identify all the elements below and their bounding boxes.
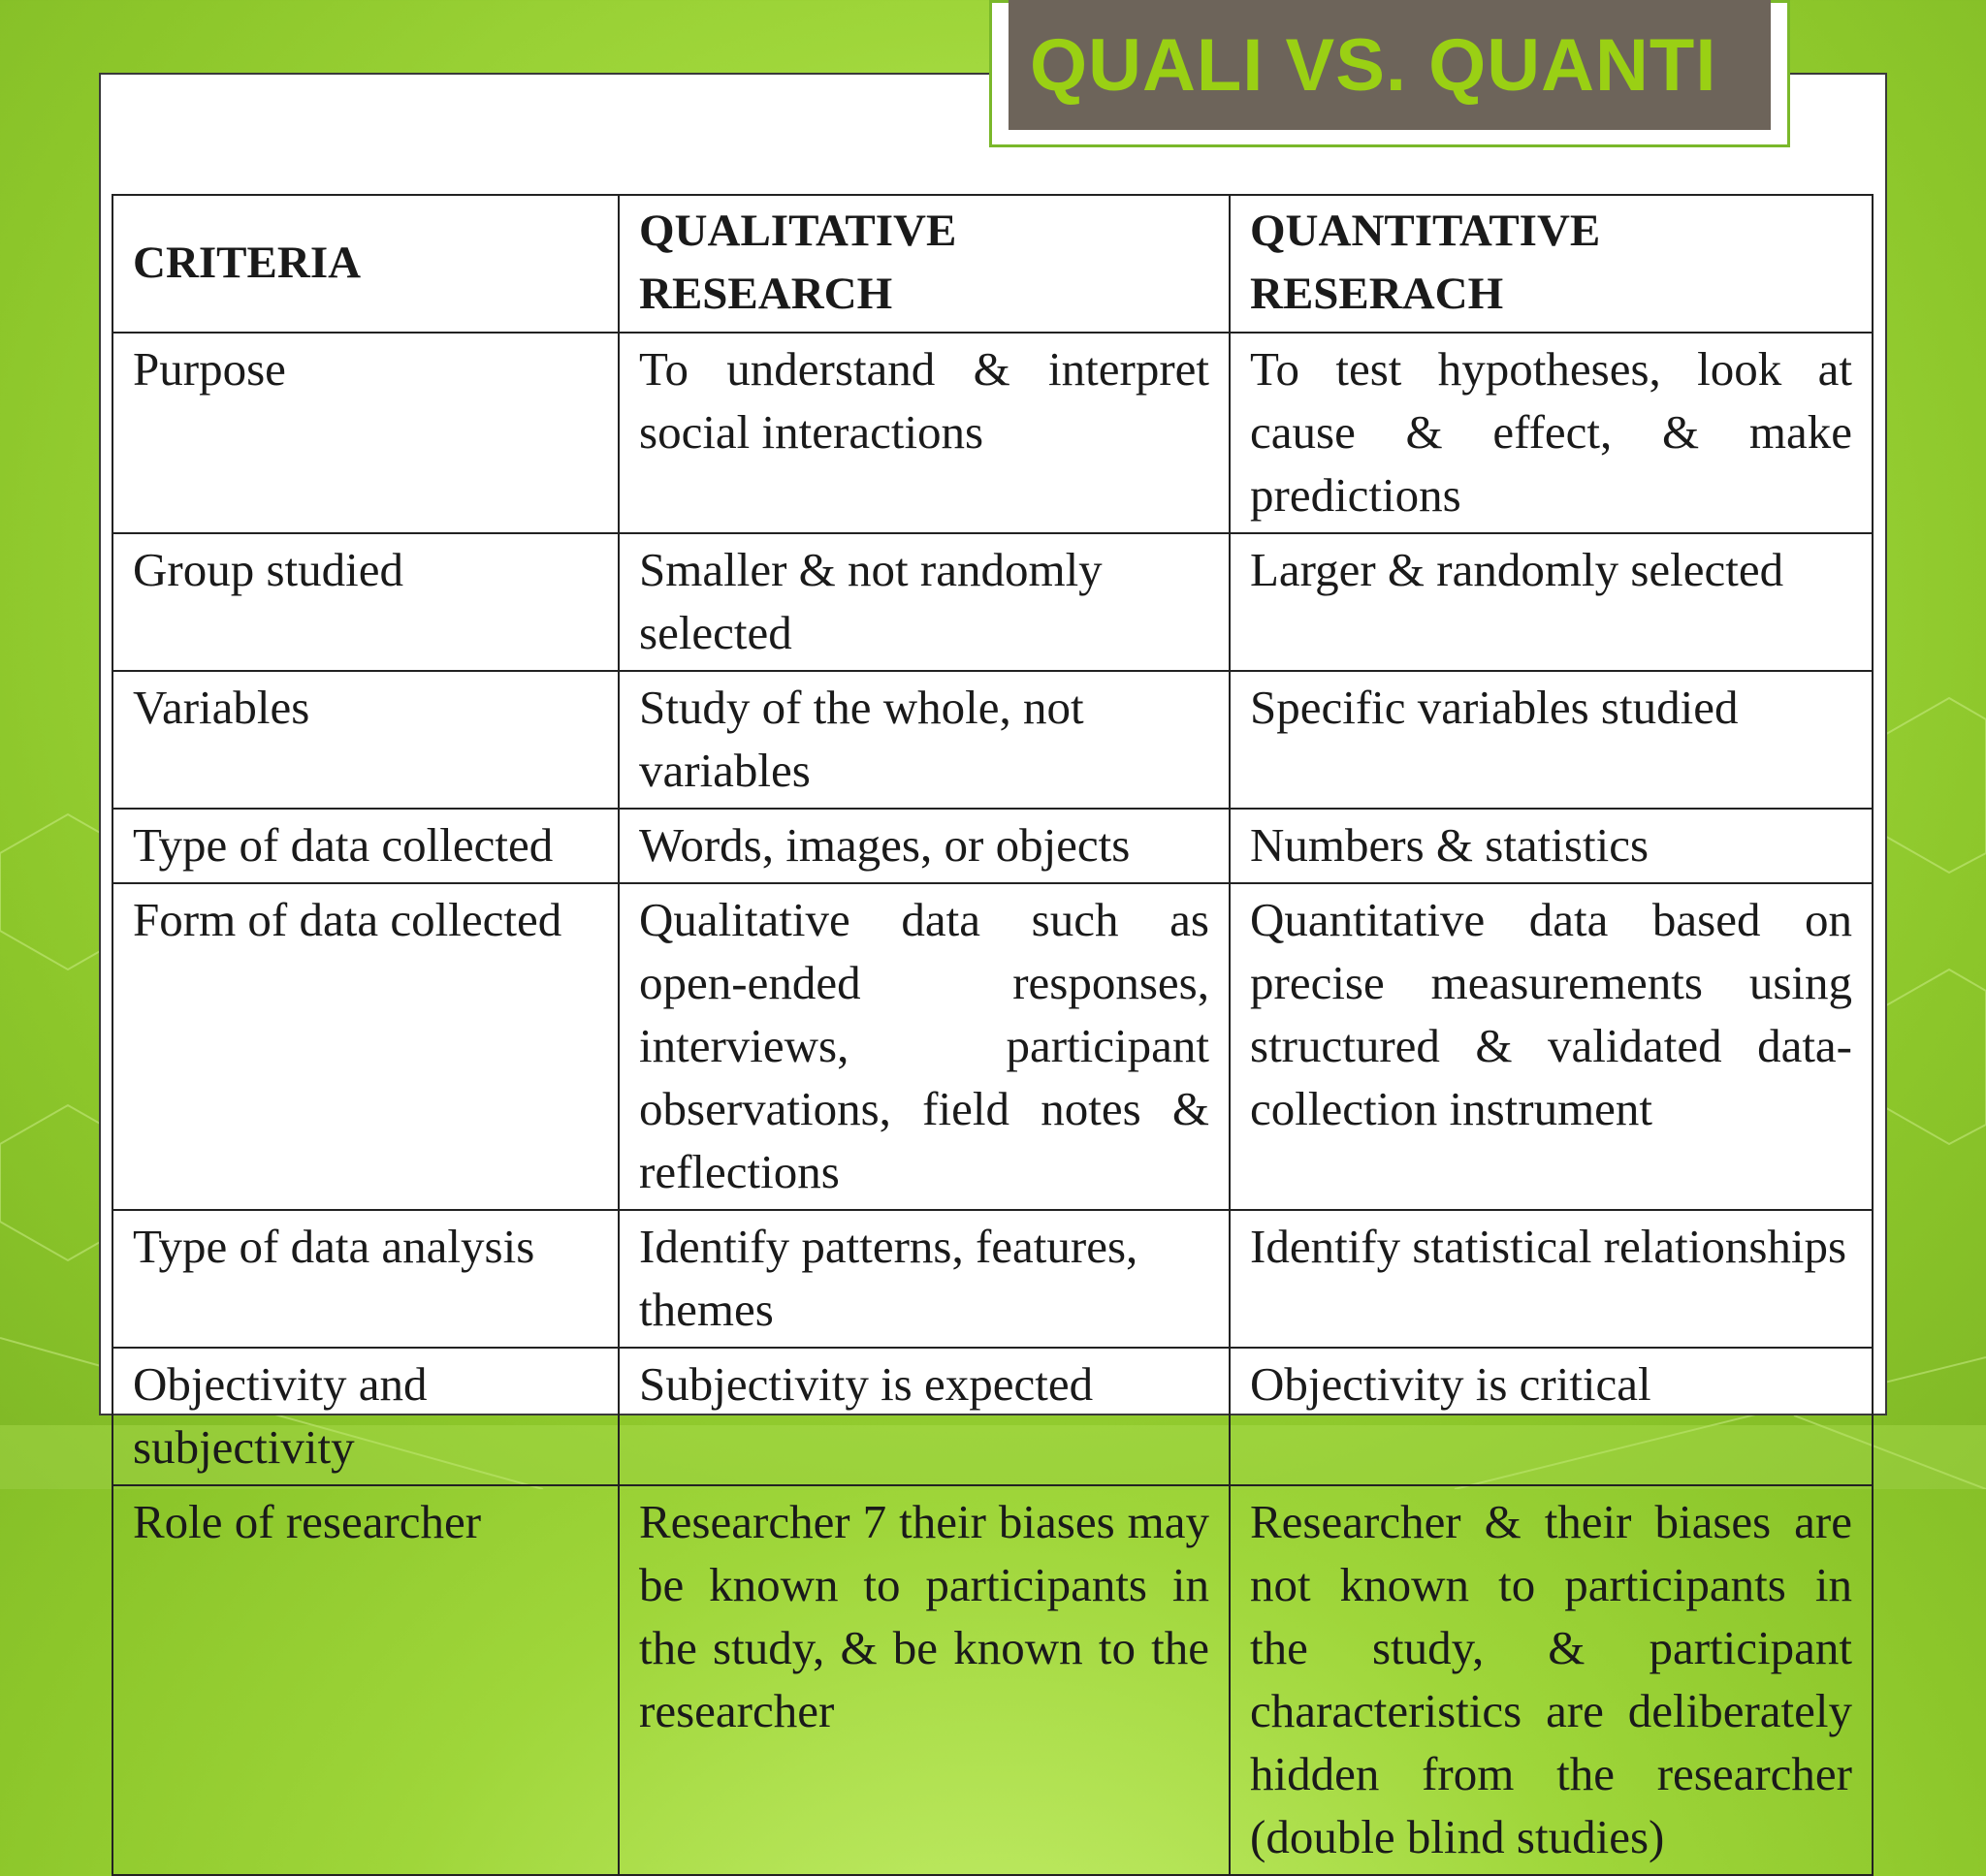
row-qualitative: Identify patterns, features, themes — [619, 1210, 1230, 1348]
row-criteria: Role of researcher — [112, 1485, 619, 1875]
table-row — [112, 1210, 1873, 1348]
table-row — [112, 671, 1873, 809]
table-row — [112, 883, 1873, 1210]
row-qualitative: Smaller & not randomly selected — [619, 533, 1230, 671]
row-criteria: Form of data collected — [112, 883, 619, 1210]
row-qualitative: Subjectivity is expected — [619, 1348, 1230, 1485]
slide-title: QUALI VS. QUANTI — [1030, 23, 1717, 107]
header-criteria: CRITERIA — [112, 195, 619, 333]
table-header-row — [112, 195, 1873, 333]
row-quantitative: To test hypotheses, look at cause & effect, & make predictions — [1230, 333, 1873, 533]
row-qualitative: Researcher 7 their biases may be known to participants in the study, & be known to the researcher — [619, 1485, 1230, 1875]
row-criteria: Group studied — [112, 533, 619, 671]
table-row — [112, 809, 1873, 883]
row-criteria: Type of data analysis — [112, 1210, 619, 1348]
row-quantitative: Specific variables studied — [1230, 671, 1873, 809]
row-quantitative: Objectivity is critical — [1230, 1348, 1873, 1485]
row-quantitative: Identify statistical relationships — [1230, 1210, 1873, 1348]
row-quantitative: Quantitative data based on precise measurements using structured & validated data-collection instrument — [1230, 883, 1873, 1210]
row-criteria: Type of data collected — [112, 809, 619, 883]
row-criteria: Variables — [112, 671, 619, 809]
row-quantitative: Larger & randomly selected — [1230, 533, 1873, 671]
title-box — [1009, 0, 1771, 130]
row-quantitative: Researcher & their biases are not known to participants in the study, & participant characteristics are deliberately hidden from the researcher (double blind studies) — [1230, 1485, 1873, 1875]
row-qualitative: Words, images, or objects — [619, 809, 1230, 883]
row-qualitative: To understand & interpret social interactions — [619, 333, 1230, 533]
row-quantitative: Numbers & statistics — [1230, 809, 1873, 883]
table-row — [112, 333, 1873, 533]
comparison-table — [112, 194, 1874, 1876]
row-criteria: Purpose — [112, 333, 619, 533]
table-row — [112, 1485, 1873, 1875]
row-criteria: Objectivity and subjectivity — [112, 1348, 619, 1485]
header-quantitative: QUANTITATIVE RESERACH — [1230, 195, 1873, 333]
header-qualitative: QUALITATIVE RESEARCH — [619, 195, 1230, 333]
row-qualitative: Study of the whole, not variables — [619, 671, 1230, 809]
table-row — [112, 533, 1873, 671]
row-qualitative: Qualitative data such as open-ended responses, interviews, participant observations, field notes & reflections — [619, 883, 1230, 1210]
table-row — [112, 1348, 1873, 1485]
